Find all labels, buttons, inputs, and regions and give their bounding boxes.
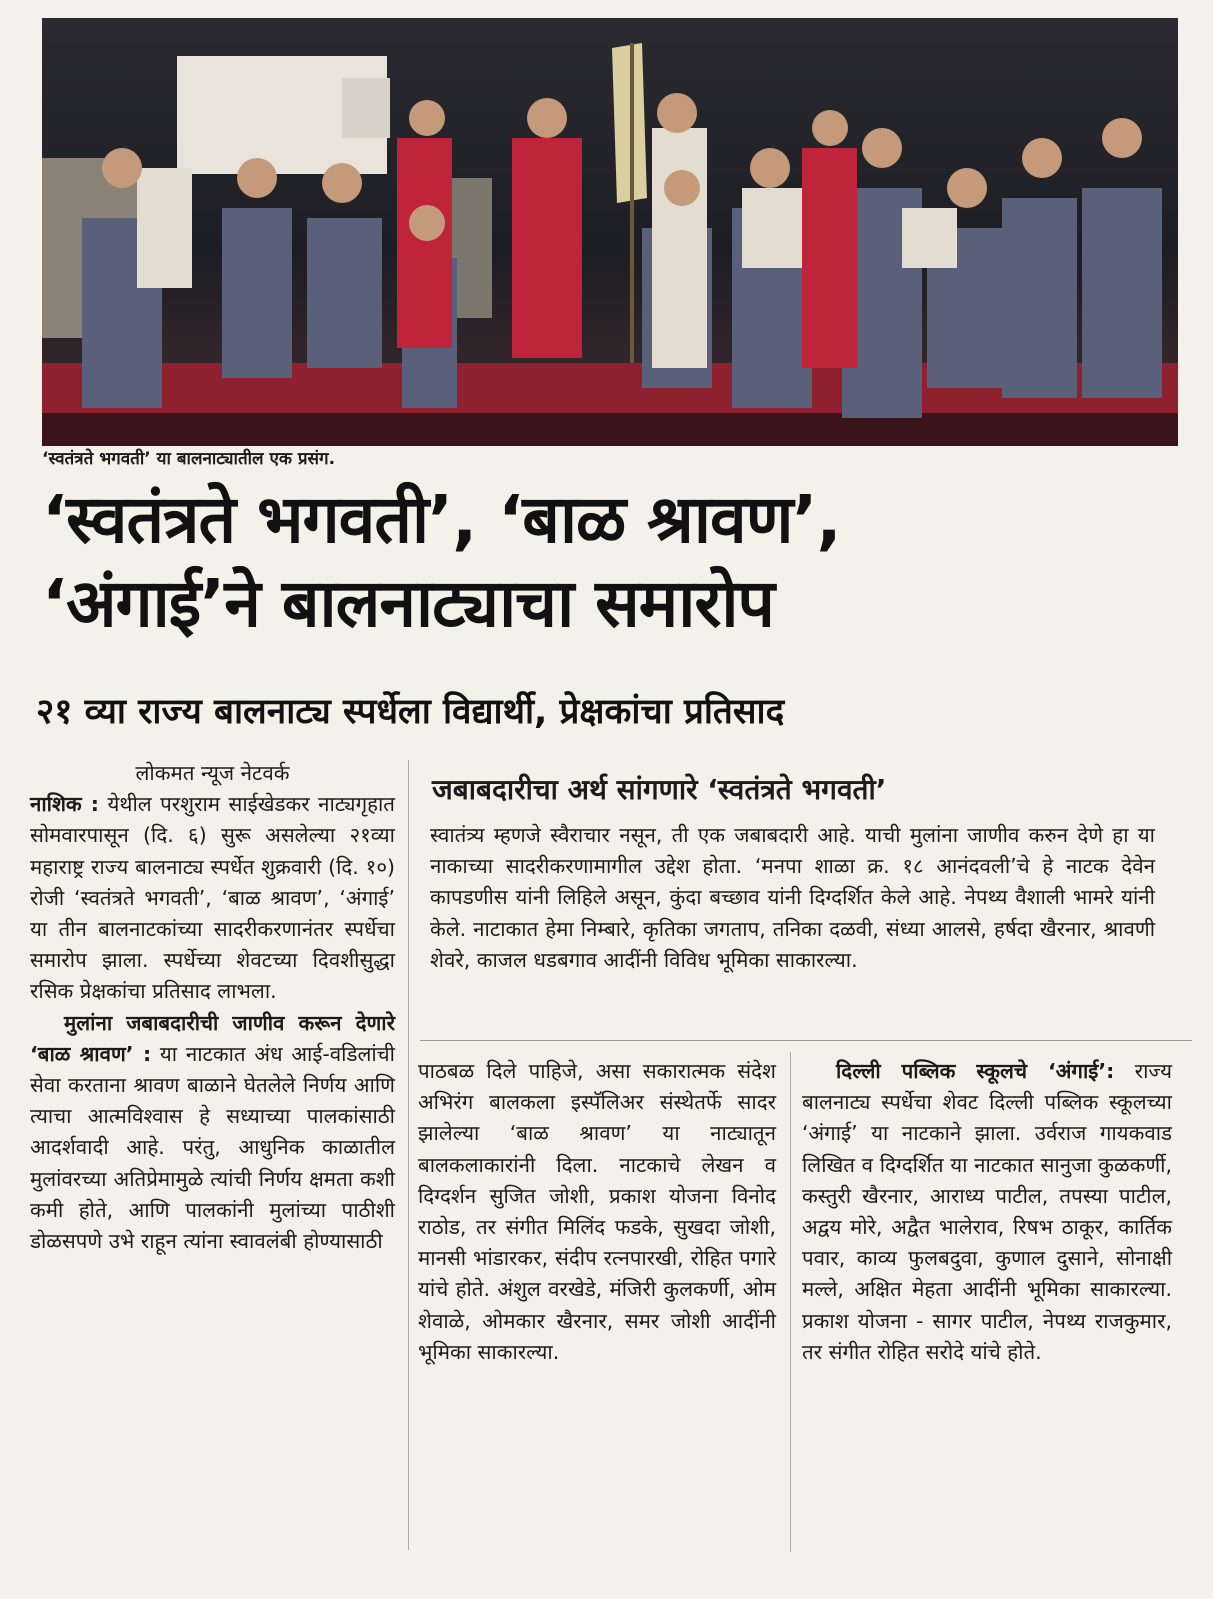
- stage-photo-illustration: [42, 18, 1178, 446]
- headline-line-2: ‘अंगाई’ने बालनाट्याचा समारोप: [42, 565, 774, 642]
- headline-line-1: ‘स्वतंत्रते भगवती’, ‘बाळ श्रावण’,: [42, 481, 841, 558]
- box-divider: [420, 1040, 1192, 1041]
- intro-column: [30, 758, 395, 1257]
- photo-caption: ‘स्वतंत्रते भगवती’ या बालनाट्यातील एक प्रसंग.: [42, 449, 336, 469]
- headline: [42, 478, 1182, 646]
- angai-column: [802, 1056, 1172, 1368]
- section-baal-shravan-text: या नाटकात अंध आई-वडिलांची सेवा करताना श्रावण बाळाने घेतलेले निर्णय आणि त्याचा आत्मविश्वास हे सध्याच्या पालकांसाठी आदर्शवादी आहे. परंतु, आधुनिक काळातील मुलांवरच्या अतिप्रेमामुळे त्यांची निर्णय क्षमता कशी कमी होते, आणि पालकांनी मुलांच्या पाठीशी डोळसपणे उभे राहून त्यांना स्वावलंबी होण्यासाठी: [30, 1041, 395, 1254]
- stage-photo: [42, 18, 1178, 446]
- intro-text: येथील परशुराम साईखेडकर नाट्यगृहात सोमवारपासून (दि. ६) सुरू असलेल्या २१व्या महाराष्ट्र राज्य बालनाट्य स्पर्धेत शुक्रवारी (दि. १०) रोजी ‘स्वतंत्रते भगवती’, ‘बाळ श्रावण’, ‘अंगाई’ या तीन बालनाटकांच्या सादरीकरणानंतर स्पर्धेचा समारोप झाला. स्पर्धेच्या शेवटच्या दिवशीसुद्धा रसिक प्रेक्षकांचा प्रतिसाद लाभला.: [30, 792, 395, 1004]
- dateline: नाशिक :: [30, 792, 99, 817]
- box-heading: जबाबदारीचा अर्थ सांगणारे ‘स्वतंत्रते भगवती’: [432, 773, 887, 806]
- column-divider-1: [408, 760, 409, 1550]
- box-text: स्वातंत्र्य म्हणजे स्वैराचार नसून, ती एक जबाबदारी आहे. याची मुलांना जाणीव करुन देणे हा या नाकाच्या सादरीकरणामागील उद्देश होता. ‘मनपा शाळा क्र. १८ आनंदवली’चे हे नाटक देवेन कापडणीस यांनी लिहिले असून, कुंदा बच्छाव यांनी दिग्दर्शित केले आहे. नेपथ्य वैशाली भामरे यांनी केले. नाटाकात हेमा निम्बारे, कृतिका जगताप, तनिका दळवी, संध्या आलसे, हर्षदा खैरनार, श्रावणी शेवरे, काजल धडबगाव आदींनी विविध भूमिका साकारल्या.: [430, 823, 1155, 972]
- section-heading-angai: दिल्ली पब्लिक स्कूलचे ‘अंगाई’:: [836, 1059, 1115, 1083]
- byline: लोकमत न्यूज नेटवर्क: [135, 761, 290, 785]
- section-baal-shravan-continued: पाठबळ दिले पाहिजे, असा सकारात्मक संदेश अभिरंग बालकला इस्पॅलिअर संस्थेतर्फे सादर झालेल्या ‘बाळ श्रावण’ या नाट्यातून बालकलाकारांनी दिला. नाटकाचे लेखन व दिग्दर्शन सुजित जोशी, प्रकाश योजना विनोद राठोड, तर संगीत मिलिंद फडके, सुखदा जोशी, मानसी भांडारकर, संदीप रत्नपारखी, रोहित पगारे यांचे होते. अंशुल वरखेडे, मंजिरी कुलकर्णी, ओम शेवाळे, ओमकार खैरनार, समर जोशी आदींनी भूमिका साकारल्या.: [418, 1059, 776, 1364]
- section-heading-baal-shravan: मुलांना जबाबदारीची जाणीव करून देणारे ‘बाळ श्रावण’ :: [30, 1010, 395, 1066]
- subheadline: २१ व्या राज्य बालनाट्य स्पर्धेला विद्यार्थी, प्रेक्षकांचा प्रतिसाद: [36, 692, 785, 732]
- column-divider-2: [790, 1052, 791, 1552]
- section-angai-text: राज्य बालनाट्य स्पर्धेचा शेवट दिल्ली पब्लिक स्कूलच्या ‘अंगाई’ या नाटकाने झाला. उर्वराज गायकवाड लिखित व दिग्दर्शित या नाटकात सानुजा कुळकर्णी, कस्तुरी खैरनार, आराध्य पाटील, तपस्या पाटील, अद्वय मोरे, अद्वैत भालेराव, रिषभ ठाकूर, कार्तिक पवार, काव्य फुलबदुवा, कुणाल दुसाने, सोनाक्षी मल्ले, अक्षित मेहता आदींनी भूमिका साकारल्या. प्रकाश योजना - सागर पाटील, नेपथ्य राजकुमार, तर संगीत रोहित सरोदे यांचे होते.: [802, 1059, 1172, 1364]
